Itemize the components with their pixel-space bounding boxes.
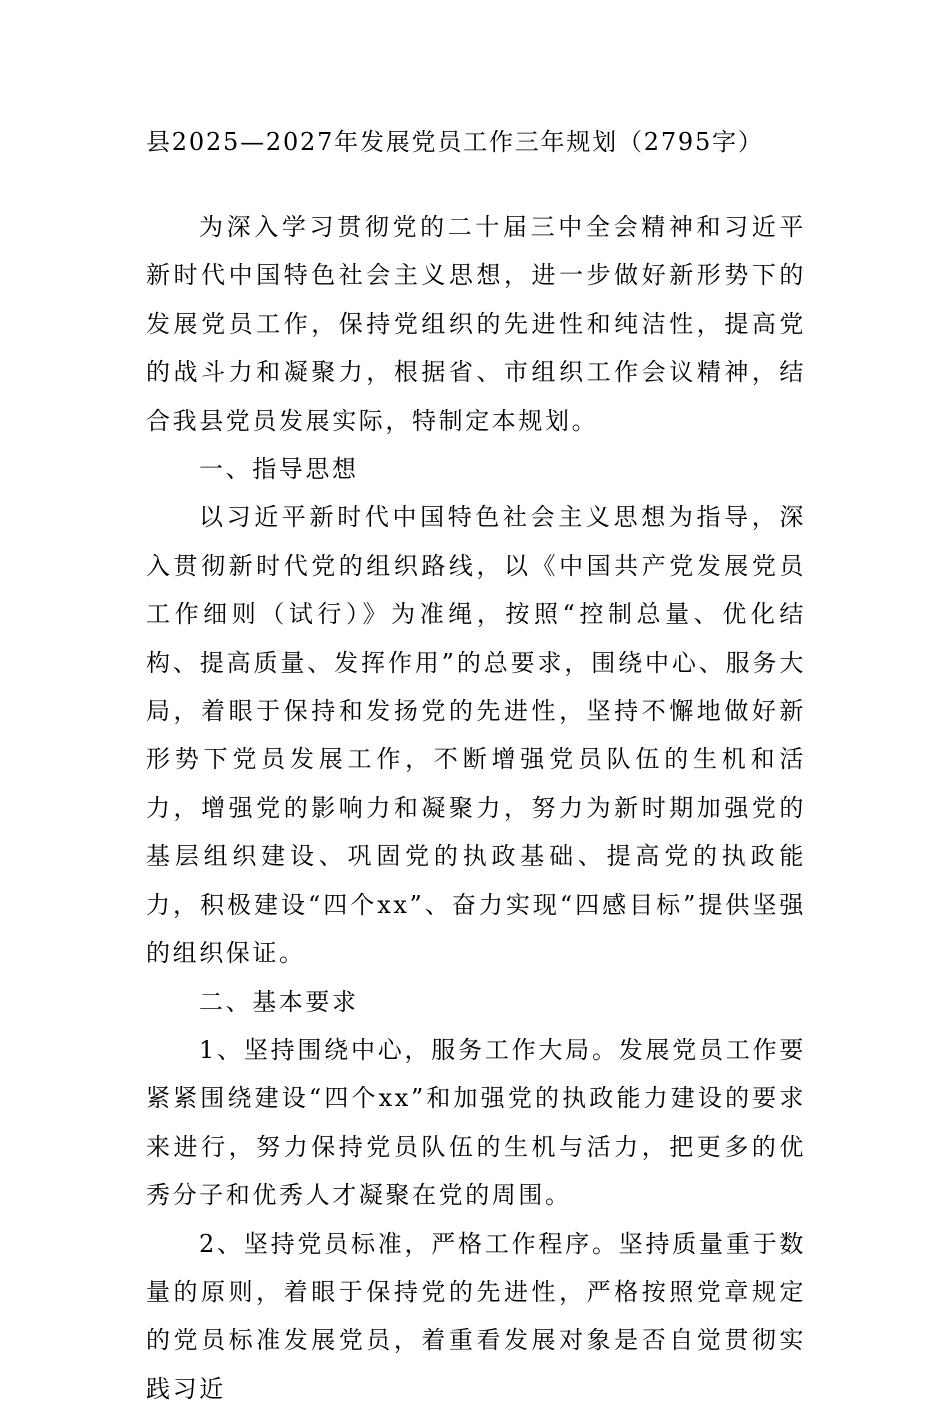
section-heading-basic-requirements: 二、基本要求 <box>199 987 359 1016</box>
document-title: 县2025—2027年发展党员工作三年规划（2795字） <box>146 128 764 156</box>
document-body <box>146 203 806 1413</box>
paragraph-requirement-2: 2、坚持党员标准，严格工作程序。坚持质量重于数量的原则，着眼于保持党的先进性，严格按照党章规定的党员标准发展党员，着重看发展对象是否自觉贯彻实践习近 <box>146 1229 806 1403</box>
paragraph-guiding-thought: 以习近平新时代中国特色社会主义思想为指导，深入贯彻新时代党的组织路线，以《中国共产党发展党员工作细则（试行）》为准绳，按照“控制总量、优化结构、提高质量、发挥作用”的总要求，围绕中心、服务大局，着眼于保持和发扬党的先进性，坚持不懈地做好新形势下党员发展工作，不断增强党员队伍的生机和活力，增强党的影响力和凝聚力，努力为新时期加强党的基层组织建设、巩固党的执政基础、提高党的执政能力，积极建设“四个xx”、奋力实现“四感目标”提供坚强的组织保证。 <box>146 503 806 968</box>
paragraph-intro: 为深入学习贯彻党的二十届三中全会精神和习近平新时代中国特色社会主义思想，进一步做好新形势下的发展党员工作，保持党组织的先进性和纯洁性，提高党的战斗力和凝聚力，根据省、市组织工作会议精神，结合我县党员发展实际，特制定本规划。 <box>146 213 806 435</box>
section-heading-guiding-thought: 一、指导思想 <box>199 455 359 484</box>
paragraph-requirement-1: 1、坚持围绕中心，服务工作大局。发展党员工作要紧紧围绕建设“四个xx”和加强党的执政能力建设的要求来进行，努力保持党员队伍的生机与活力，把更多的优秀分子和优秀人才凝聚在党的周围。 <box>146 1035 806 1210</box>
